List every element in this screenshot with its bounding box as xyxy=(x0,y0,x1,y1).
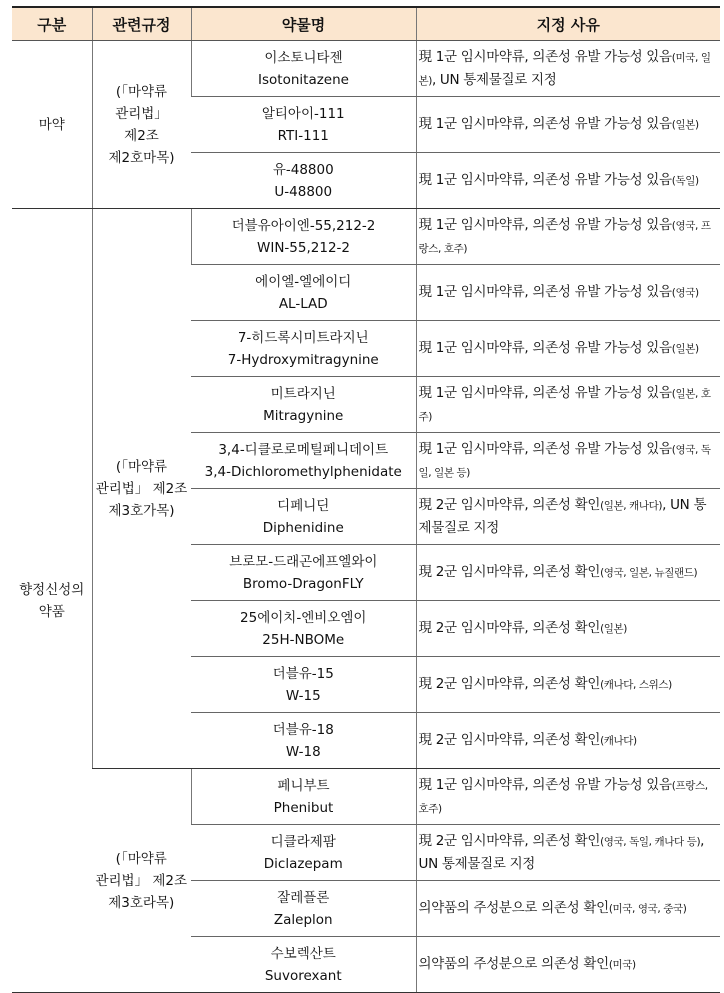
table-row xyxy=(12,41,720,97)
reason-tail-text: , UN 통제물질로 지정 xyxy=(418,833,705,872)
reason-main-text: 現 1군 임시마약류, 의존성 유발 가능성 있음 xyxy=(418,384,672,401)
reason-main-text: 現 2군 임시마약류, 의존성 확인 xyxy=(418,676,601,692)
drug-name-cell xyxy=(191,41,416,97)
drug-name-english: AL-LAD xyxy=(278,295,328,312)
reason-main-text: 現 1군 임시마약류, 의존성 유발 가능성 있음 xyxy=(418,48,672,65)
category-cell xyxy=(12,209,92,993)
drug-name-cell xyxy=(191,937,416,993)
drug-name-english: W-15 xyxy=(285,687,321,704)
designation-reason-cell xyxy=(416,153,720,209)
reason-main-text: 現 1군 임시마약류, 의존성 유발 가능성 있음 xyxy=(418,116,672,132)
drug-name-korean: 수보렉산트 xyxy=(270,945,336,962)
reason-countries-text: (영국, 일본, 뉴질랜드) xyxy=(600,567,698,579)
drug-name-cell xyxy=(191,601,416,657)
reason-main-text: 現 2군 임시마약류, 의존성 확인 xyxy=(418,833,601,849)
reason-main-text: 現 1군 임시마약류, 의존성 유발 가능성 있음 xyxy=(418,284,672,300)
drug-name-cell xyxy=(191,825,416,881)
designation-reason-cell xyxy=(416,769,720,825)
designation-reason-cell xyxy=(416,209,720,265)
cell-line: 제3호가목) xyxy=(108,502,175,519)
drug-name-english: RTI-111 xyxy=(277,127,329,144)
reason-tail-text: , UN 통제물질로 지정 xyxy=(431,71,557,88)
drug-name-english: 7-Hydroxymitragynine xyxy=(227,351,379,368)
table-header-row xyxy=(12,7,720,41)
drug-name-cell xyxy=(191,209,416,265)
drug-name-english: U-48800 xyxy=(274,183,333,200)
header-reason: 지정 사유 xyxy=(416,7,720,41)
drug-name-korean: 더블유-18 xyxy=(272,721,334,738)
drug-name-korean: 더블유-15 xyxy=(272,665,334,682)
reason-main-text: 現 1군 임시마약류, 의존성 유발 가능성 있음 xyxy=(418,340,672,356)
designation-reason-cell xyxy=(416,713,720,769)
drug-name-english: Diclazepam xyxy=(263,855,343,872)
designation-reason-cell xyxy=(416,433,720,489)
reason-main-text: 現 1군 임시마약류, 의존성 유발 가능성 있음 xyxy=(418,172,672,188)
drug-name-korean: 디페니딘 xyxy=(277,497,330,514)
drug-name-korean: 이소토니타젠 xyxy=(264,49,343,66)
reason-countries-text: (영국) xyxy=(671,287,699,299)
reason-countries-text: (캐나다, 스위스) xyxy=(600,679,672,691)
drug-designation-table xyxy=(12,6,720,993)
drug-name-cell xyxy=(191,265,416,321)
drug-name-cell xyxy=(191,97,416,153)
drug-name-cell xyxy=(191,433,416,489)
drug-name-english: Suvorexant xyxy=(264,967,342,984)
drug-name-cell xyxy=(191,769,416,825)
cell-line: 관리법」 제2조 xyxy=(95,480,188,497)
reason-main-text: 現 2군 임시마약류, 의존성 확인 xyxy=(418,497,601,513)
reason-main-text: 의약품의 주성분으로 의존성 확인 xyxy=(418,956,609,972)
table-row xyxy=(12,769,720,825)
law-cell xyxy=(92,769,191,993)
drug-name-english: 25H-NBOMe xyxy=(262,631,345,648)
designation-reason-cell xyxy=(416,265,720,321)
reason-countries-text: (캐나다) xyxy=(600,735,637,747)
drug-name-korean: 잘레플론 xyxy=(277,889,330,906)
cell-line: 관리법」 제2조 xyxy=(95,872,188,889)
drug-name-korean: 브로모-드래곤에프엘와이 xyxy=(229,553,378,570)
drug-name-cell xyxy=(191,377,416,433)
reason-countries-text: (독일) xyxy=(671,175,699,187)
designation-reason-cell xyxy=(416,601,720,657)
reason-countries-text: (일본, 호주) xyxy=(418,387,711,423)
designation-reason-cell xyxy=(416,545,720,601)
reason-main-text: 現 1군 임시마약류, 의존성 유발 가능성 있음 xyxy=(418,440,672,457)
drug-name-cell xyxy=(191,153,416,209)
category-cell: 마약 xyxy=(12,41,92,209)
reason-countries-text: (영국, 독일, 캐나다 등) xyxy=(600,836,701,848)
drug-name-korean: 미트라지닌 xyxy=(270,385,336,402)
cell-line: (「마약류 xyxy=(115,458,168,475)
reason-main-text: 現 2군 임시마약류, 의존성 확인 xyxy=(418,732,601,748)
reason-main-text: 의약품의 주성분으로 의존성 확인 xyxy=(418,900,609,916)
designation-reason-cell xyxy=(416,41,720,97)
law-cell xyxy=(92,209,191,769)
reason-countries-text: (미국) xyxy=(608,959,636,971)
cell-line: 제2조 xyxy=(124,127,159,144)
drug-name-korean: 페니부트 xyxy=(277,777,330,794)
drug-name-cell xyxy=(191,489,416,545)
drug-name-english: Phenibut xyxy=(273,799,334,816)
reason-countries-text: (일본, 캐나다) xyxy=(600,500,663,512)
reason-countries-text: (일본) xyxy=(671,343,699,355)
drug-name-cell xyxy=(191,321,416,377)
designation-reason-cell xyxy=(416,881,720,937)
drug-name-korean: 디클라제팜 xyxy=(270,833,336,850)
drug-name-cell xyxy=(191,545,416,601)
cell-line: (「마약류 xyxy=(115,850,167,867)
cell-line: 제3호라목) xyxy=(108,894,175,911)
drug-name-english: Bromo-DragonFLY xyxy=(242,575,364,592)
drug-name-korean: 7-히드록시미트라지닌 xyxy=(237,329,369,346)
reason-countries-text: (일본) xyxy=(600,623,627,635)
cell-line: (「마약류 xyxy=(115,83,168,100)
reason-countries-text: (영국, 독일, 일본 등) xyxy=(418,443,711,479)
reason-countries-text: (일본) xyxy=(671,119,699,131)
drug-name-english: W-18 xyxy=(285,743,321,760)
drug-name-cell xyxy=(191,881,416,937)
cell-line: 관리법」 xyxy=(115,105,168,122)
drug-name-korean: 알티아이-111 xyxy=(261,105,345,122)
drug-name-english: Diphenidine xyxy=(262,519,344,536)
drug-name-korean: 더블유아이엔-55,212-2 xyxy=(231,217,376,234)
table-row xyxy=(12,209,720,265)
drug-name-korean: 에이엘-엘에이디 xyxy=(255,273,352,290)
designation-reason-cell xyxy=(416,657,720,713)
drug-name-korean: 유-48800 xyxy=(272,161,334,178)
law-cell xyxy=(92,41,191,209)
drug-name-cell xyxy=(191,657,416,713)
header-drug-name: 약물명 xyxy=(191,7,416,41)
drug-name-english: 3,4-Dichloromethylphenidate xyxy=(204,463,402,480)
reason-countries-text: (미국, 영국, 중국) xyxy=(608,903,687,915)
reason-countries-text: (미국, 일본) xyxy=(418,51,711,87)
reason-countries-text: (프랑스, 호주) xyxy=(418,779,708,815)
reason-tail-text: , UN 통제물질로 지정 xyxy=(418,497,707,536)
cell-line: 약품 xyxy=(38,603,65,620)
drug-name-english: WIN-55,212-2 xyxy=(257,239,350,256)
reason-main-text: 現 2군 임시마약류, 의존성 확인 xyxy=(418,564,601,580)
reason-main-text: 現 1군 임시마약류, 의존성 유발 가능성 있음 xyxy=(418,776,672,793)
designation-reason-cell xyxy=(416,489,720,545)
reason-main-text: 現 1군 임시마약류, 의존성 유발 가능성 있음 xyxy=(418,216,672,233)
designation-reason-cell xyxy=(416,825,720,881)
designation-reason-cell xyxy=(416,377,720,433)
designation-reason-cell xyxy=(416,321,720,377)
drug-name-korean: 25에이치-엔비오엠이 xyxy=(240,609,367,626)
drug-name-english: Isotonitazene xyxy=(258,71,349,88)
drug-name-english: Zaleplon xyxy=(273,911,333,928)
cell-line: 제2호마목) xyxy=(108,149,175,166)
cell-line: 향정신성의 xyxy=(19,581,85,598)
header-category: 구분 xyxy=(12,7,92,41)
drug-name-english: Mitragynine xyxy=(263,407,344,424)
designation-reason-cell xyxy=(416,97,720,153)
drug-name-cell xyxy=(191,713,416,769)
reason-main-text: 現 2군 임시마약류, 의존성 확인 xyxy=(418,620,601,636)
reason-countries-text: (영국, 프랑스, 호주) xyxy=(418,219,711,255)
table-body xyxy=(12,41,720,993)
header-law: 관련규정 xyxy=(92,7,191,41)
designation-reason-cell xyxy=(416,937,720,993)
drug-name-korean: 3,4-디클로로메틸페니데이트 xyxy=(218,441,389,458)
